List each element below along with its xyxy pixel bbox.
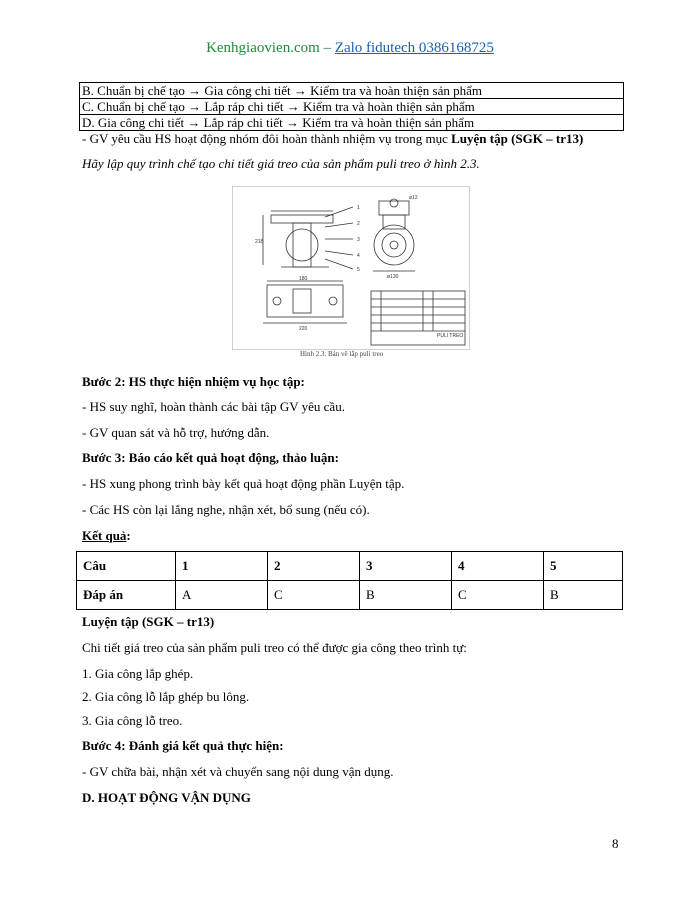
practice-item-3: 3. Gia công lỗ treo. (82, 713, 183, 728)
option-c: C. Chuẩn bị chế tạo → Lắp ráp chi tiết → Kiểm tra và hoàn thiện sản phẩm (80, 99, 623, 115)
callout-1: 1 (357, 205, 360, 211)
top-base (267, 285, 343, 317)
table-cell: A (176, 581, 268, 610)
header-separator: – (319, 40, 335, 56)
gv-request-bold: Luyện tập (SGK – tr13) (451, 131, 584, 146)
side-pulley (374, 225, 414, 265)
practice-intro: Chi tiết giá treo của sản phẩm puli treo có thể được gia công theo trình tự: (82, 640, 467, 655)
result-colon: : (126, 528, 131, 543)
step4-title: Bước 4: Đánh giá kết quả thực hiện: (82, 738, 284, 753)
callout-3: 3 (357, 237, 360, 243)
option-d: D. Gia công chi tiết → Lắp ráp chi tiết → Kiểm tra và hoàn thiện sản phẩm (80, 115, 623, 131)
gv-request (82, 131, 583, 147)
page-header (0, 40, 700, 57)
pulley-wheel (286, 229, 318, 261)
gv-request-text: - GV yêu cầu HS hoạt động nhóm đôi hoàn thành nhiệm vụ trong mục (82, 131, 452, 146)
step3-line-1: - HS xung phong trình bày kết quả hoạt động phần Luyện tập. (82, 476, 405, 491)
result-table (76, 551, 623, 610)
table-cell: 1 (176, 552, 268, 581)
pulley-side (293, 223, 311, 267)
callout-5: 5 (357, 267, 360, 273)
table-cell: 5 (544, 552, 623, 581)
step2-title: Bước 2: HS thực hiện nhiệm vụ học tập: (82, 374, 305, 389)
table-cell: B (360, 581, 452, 610)
table-cell: C (268, 581, 360, 610)
callout-2: 2 (357, 221, 360, 227)
side-hanger (379, 201, 409, 215)
step3-line-2: - Các HS còn lại lắng nghe, nhận xét, bổ sung (nếu có). (82, 502, 370, 517)
result-label: Kết quả (82, 528, 127, 543)
pulley-assembly-drawing (232, 186, 470, 350)
dim-diameter: ø130 (387, 274, 399, 280)
site-name[interactable]: Kenhgiaovien.com (206, 40, 320, 56)
table-cell: 3 (360, 552, 452, 581)
answer-options-box (79, 82, 624, 131)
table-row (77, 581, 623, 610)
figure-caption: Hình 2.3. Bản vẽ lắp puli treo (300, 350, 384, 358)
section-d-heading: D. HOẠT ĐỘNG VẬN DỤNG (82, 790, 251, 805)
table-cell: 4 (452, 552, 544, 581)
step3-title: Bước 3: Báo cáo kết quả hoạt động, thảo luận: (82, 450, 339, 465)
practice-title: Luyện tập (SGK – tr13) (82, 614, 215, 629)
callout-4: 4 (357, 253, 360, 259)
table-row (77, 552, 623, 581)
table-cell: Đáp án (77, 581, 176, 610)
task-instruction: Hãy lập quy trình chế tạo chi tiết giá treo của sản phẩm puli treo ở hình 2.3. (82, 156, 480, 171)
step4-line: - GV chữa bài, nhận xét và chuyển sang nội dung vận dụng. (82, 764, 394, 779)
practice-item-2: 2. Gia công lỗ lắp ghép bu lông. (82, 689, 250, 704)
zalo-link[interactable]: Zalo fidutech 0386168725 (334, 40, 494, 56)
table-cell: C (452, 581, 544, 610)
table-cell: 2 (268, 552, 360, 581)
front-plate (271, 215, 333, 223)
result-heading (82, 528, 131, 544)
dim-width-bottom: 220 (299, 326, 308, 332)
drawing-svg (233, 187, 469, 349)
option-b: B. Chuẩn bị chế tạo → Gia công chi tiết → Kiểm tra và hoàn thiện sản phẩm (80, 83, 623, 99)
table-cell: Câu (77, 552, 176, 581)
page-number: 8 (612, 836, 619, 851)
step2-line-2: - GV quan sát và hỗ trợ, hướng dẫn. (82, 425, 270, 440)
practice-item-1: 1. Gia công lắp ghép. (82, 666, 194, 681)
dim-width-top: 180 (299, 276, 308, 282)
step2-line-1: - HS suy nghĩ, hoàn thành các bài tập GV yêu cầu. (82, 399, 345, 414)
title-block-label: PULI TREO (437, 333, 464, 339)
dim-height: 218 (255, 239, 264, 245)
dim-radius: ø12 (409, 195, 418, 201)
table-cell: B (544, 581, 623, 610)
